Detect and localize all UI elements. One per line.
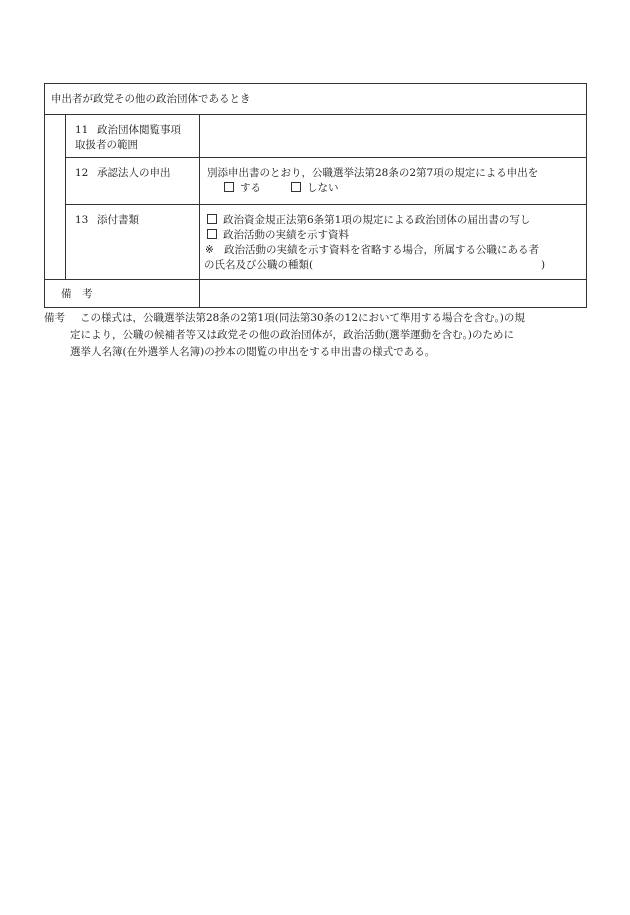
row-divider bbox=[45, 279, 586, 280]
column-divider bbox=[199, 114, 200, 308]
row-11-number: 11 bbox=[75, 124, 89, 136]
indent-divider bbox=[65, 114, 66, 279]
row-divider bbox=[45, 114, 586, 115]
attachment-note-close: ) bbox=[541, 259, 546, 271]
checkbox-icon bbox=[207, 214, 217, 224]
footer-line-1: この様式は，公職選挙法第28条の2第1項(同法第30条の12において準用する場合を含む。)の規 bbox=[80, 312, 525, 324]
row-13-number: 13 bbox=[75, 214, 89, 226]
attachment-label: 政治資金規正法第6条第1項の規定による政治団体の届出書の写し bbox=[223, 214, 531, 226]
attachment-item-2[interactable] bbox=[207, 228, 349, 243]
attachment-label: 政治活動の実績を示す資料 bbox=[223, 229, 349, 241]
option-suru[interactable] bbox=[224, 181, 261, 196]
application-form-table bbox=[44, 83, 587, 308]
remarks-label: 備 考 bbox=[61, 288, 93, 300]
checkbox-icon bbox=[291, 182, 301, 192]
footer-title: 備考 bbox=[44, 312, 65, 324]
option-shinai[interactable] bbox=[291, 181, 339, 196]
option-label: しない bbox=[307, 182, 339, 194]
attachment-item-1[interactable] bbox=[207, 213, 530, 228]
row-12-content: 別添申出書のとおり，公職選挙法第28条の2第7項の規定による申出を bbox=[207, 167, 539, 179]
row-12-number: 12 bbox=[75, 167, 89, 179]
row-divider bbox=[65, 157, 586, 158]
option-label: する bbox=[240, 182, 261, 194]
note-mark: ※ bbox=[205, 244, 214, 256]
attachment-note-line2: の氏名及び公職の種類( bbox=[204, 259, 314, 271]
row-12-label: 承認法人の申出 bbox=[97, 167, 171, 179]
row-11-label: 政治団体閲覧事項 bbox=[97, 124, 181, 136]
checkbox-icon bbox=[224, 182, 234, 192]
attachment-note-line1: 政治活動の実績を示す資料を省略する場合，所属する公職にある者 bbox=[224, 244, 539, 256]
row-11-label-line2: 取扱者の範囲 bbox=[75, 139, 138, 151]
checkbox-icon bbox=[207, 229, 217, 239]
header-row-text: 申出者が政党その他の政治団体であるとき bbox=[51, 93, 251, 105]
footer-line-2: 定により，公職の候補者等又は政党その他の政治団体が，政治活動(選挙運動を含む。)のために bbox=[70, 329, 514, 341]
row-divider bbox=[65, 204, 586, 205]
row-13-label: 添付書類 bbox=[97, 214, 139, 226]
footer-line-3: 選挙人名簿(在外選挙人名簿)の抄本の閲覧の申出をする申出書の様式である。 bbox=[70, 346, 436, 358]
